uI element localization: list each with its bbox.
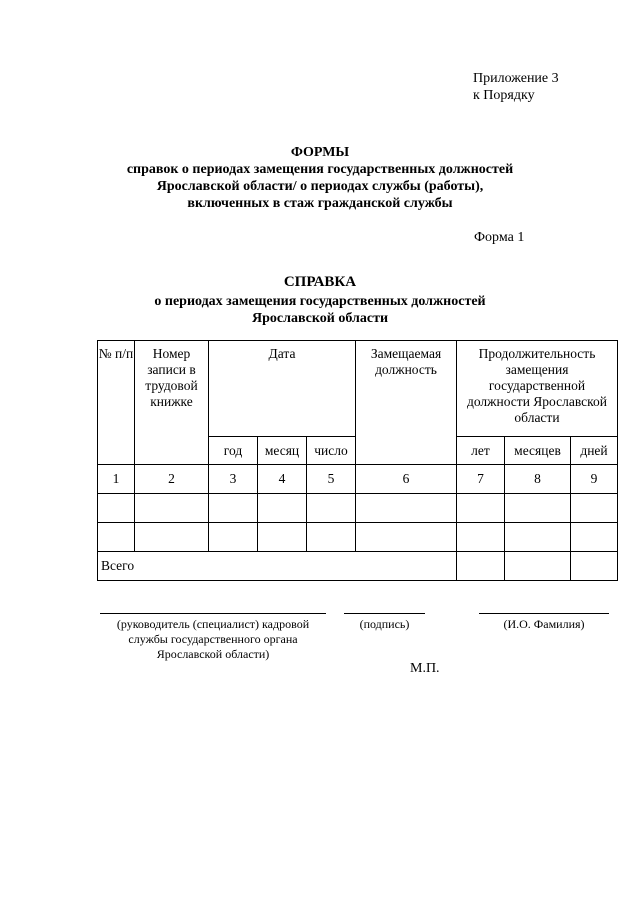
spravka-subtitle-line-1: о периодах замещения государственных должностей (154, 294, 486, 309)
table-cell[interactable] (505, 494, 571, 523)
subheader-year: год (209, 437, 258, 465)
spravka-subtitle (0, 293, 640, 327)
table-cell[interactable] (258, 494, 307, 523)
header-position: Замещаемая должность (356, 341, 457, 465)
forms-subtitle-line-1: справок о периодах замещения государственных должностей (126, 162, 514, 177)
name-caption: (И.О. Фамилия) (503, 617, 585, 631)
table-cell[interactable] (571, 494, 618, 523)
table-cell[interactable] (505, 523, 571, 552)
official-signature-line (100, 613, 326, 614)
table-cell[interactable] (258, 523, 307, 552)
subheader-months: месяцев (505, 437, 571, 465)
table-cell[interactable] (356, 494, 457, 523)
appendix-line-1: Приложение 3 (473, 71, 559, 86)
table-row (98, 494, 618, 523)
official-caption: (руководитель (специалист) кадровой службы государственного органа Ярославской области) (116, 617, 310, 661)
table-cell[interactable] (571, 523, 618, 552)
name-signature-line (479, 613, 609, 614)
table-cell[interactable] (98, 523, 135, 552)
forms-subtitle (0, 161, 640, 212)
column-number: 9 (571, 465, 618, 494)
forms-subtitle-line-3: включенных в стаж гражданской службы (187, 196, 453, 211)
total-years-cell[interactable] (457, 552, 505, 581)
column-number: 2 (135, 465, 209, 494)
spravka-subtitle-line-2: Ярославской области (251, 311, 389, 326)
subheader-years: лет (457, 437, 505, 465)
table-cell[interactable] (457, 523, 505, 552)
table-cell[interactable] (209, 494, 258, 523)
table-cell[interactable] (356, 523, 457, 552)
total-days-cell[interactable] (571, 552, 618, 581)
table-cell[interactable] (307, 523, 356, 552)
header-record-number: Номер записи в трудовой книжке (135, 341, 209, 465)
column-number: 5 (307, 465, 356, 494)
column-number: 6 (356, 465, 457, 494)
table-cell[interactable] (307, 494, 356, 523)
appendix-line-2: к Порядку (473, 88, 535, 103)
header-date: Дата (209, 341, 356, 437)
column-number: 8 (505, 465, 571, 494)
periods-table (97, 340, 618, 581)
forms-heading: ФОРМЫ (290, 145, 350, 160)
total-row (98, 552, 618, 581)
table-cell[interactable] (457, 494, 505, 523)
appendix-note (473, 70, 559, 104)
table-cell[interactable] (209, 523, 258, 552)
spravka-heading: СПРАВКА (283, 274, 357, 290)
table-row (98, 523, 618, 552)
column-number: 4 (258, 465, 307, 494)
subheader-month: месяц (258, 437, 307, 465)
subheader-days: дней (571, 437, 618, 465)
column-number: 3 (209, 465, 258, 494)
table-cell[interactable] (98, 494, 135, 523)
subheader-day: число (307, 437, 356, 465)
signature-line (344, 613, 425, 614)
total-label: Всего (98, 552, 457, 581)
signature-caption: (подпись) (359, 617, 410, 631)
total-months-cell[interactable] (505, 552, 571, 581)
stamp-label: М.П. (410, 661, 440, 676)
forms-subtitle-line-2: Ярославской области/ о периодах службы (работы), (156, 179, 484, 194)
header-num: № п/п (98, 341, 135, 465)
header-duration: Продолжительность замещения государственной должности Ярославской области (457, 341, 618, 437)
form-label: Форма 1 (474, 230, 525, 245)
table-cell[interactable] (135, 494, 209, 523)
column-number-row (98, 465, 618, 494)
column-number: 7 (457, 465, 505, 494)
table-cell[interactable] (135, 523, 209, 552)
column-number: 1 (98, 465, 135, 494)
